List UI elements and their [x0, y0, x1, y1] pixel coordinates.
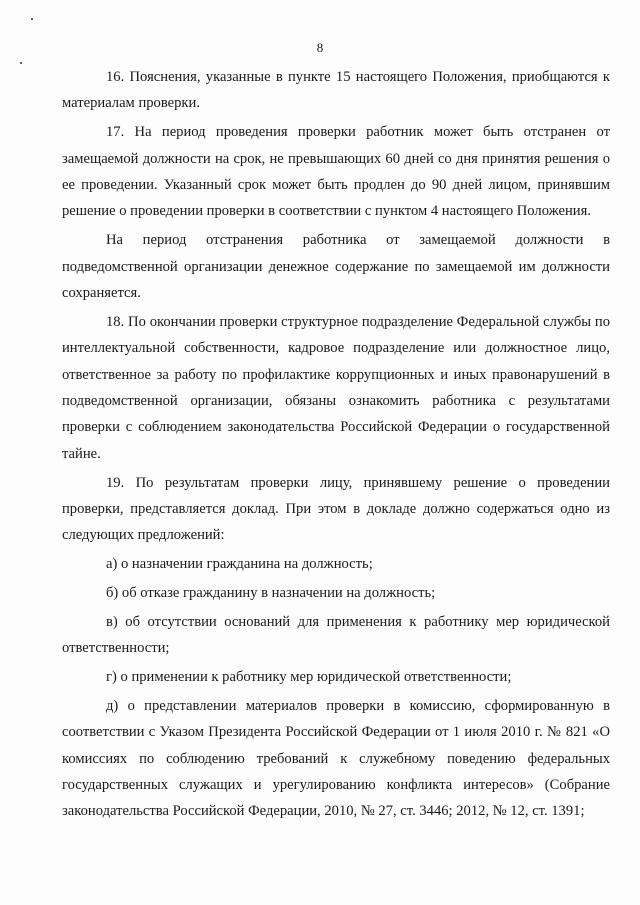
paragraph-18: 18. По окончании проверки структурное подразделение Федеральной службы по интеллектуальной собственности, кадровое подразделение или должностное лицо, ответственное за работу по профилактике коррупционных и иных правонарушений в подведомственной организации, обязаны ознакомить работника с результатами проверки с соблюдением законодательства Российской Федерации о государственной тайне.: [62, 313, 610, 462]
list-item-b: б) об отказе гражданину в назначении на должность;: [106, 585, 436, 602]
list-item-a: а) о назначении гражданина на должность;: [106, 556, 373, 573]
list-item-g: г) о применении к работнику мер юридической ответственности;: [106, 669, 512, 686]
scan-artifact: [20, 62, 22, 64]
paragraph-19: 19. По результатам проверки лицу, принявшему решение о проведении проверки, представляется доклад. При этом в докладе должно содержаться одно из следующих предложений:: [62, 474, 610, 544]
scan-artifact: [31, 18, 33, 20]
paragraph-17: 17. На период проведения проверки работник может быть отстранен от замещаемой должности на срок, не превышающих 60 дней со дня принятия решения о ее проведении. Указанный срок может быть продлен до 90 дней лицом, принявшим решение о проведении проверки в соответствии с пунктом 4 настоящего Положения.: [62, 124, 610, 220]
paragraph-17-continuation: На период отстранения работника от замещаемой должности в подведомственной организации денежное содержание по замещаемой им должности сохраняется.: [62, 232, 610, 302]
list-item-v: в) об отсутствии оснований для применения к работнику мер юридической ответственности;: [62, 613, 610, 657]
document-body: [62, 64, 610, 827]
list-item-d: д) о представлении материалов проверки в комиссию, сформированную в соответствии с Указом Президента Российской Федерации от 1 июля 2010 г. № 821 «О комиссиях по соблюдению требований к служебному поведению федеральных государственных служащих и урегулированию конфликта интересов» (Собрание законодательства Российской Федерации, 2010, № 27, ст. 3446; 2012, № 12, ст. 1391;: [62, 697, 610, 820]
paragraph-16: 16. Пояснения, указанные в пункте 15 настоящего Положения, приобщаются к материалам проверки.: [62, 69, 610, 112]
page-number: 8: [316, 40, 324, 55]
